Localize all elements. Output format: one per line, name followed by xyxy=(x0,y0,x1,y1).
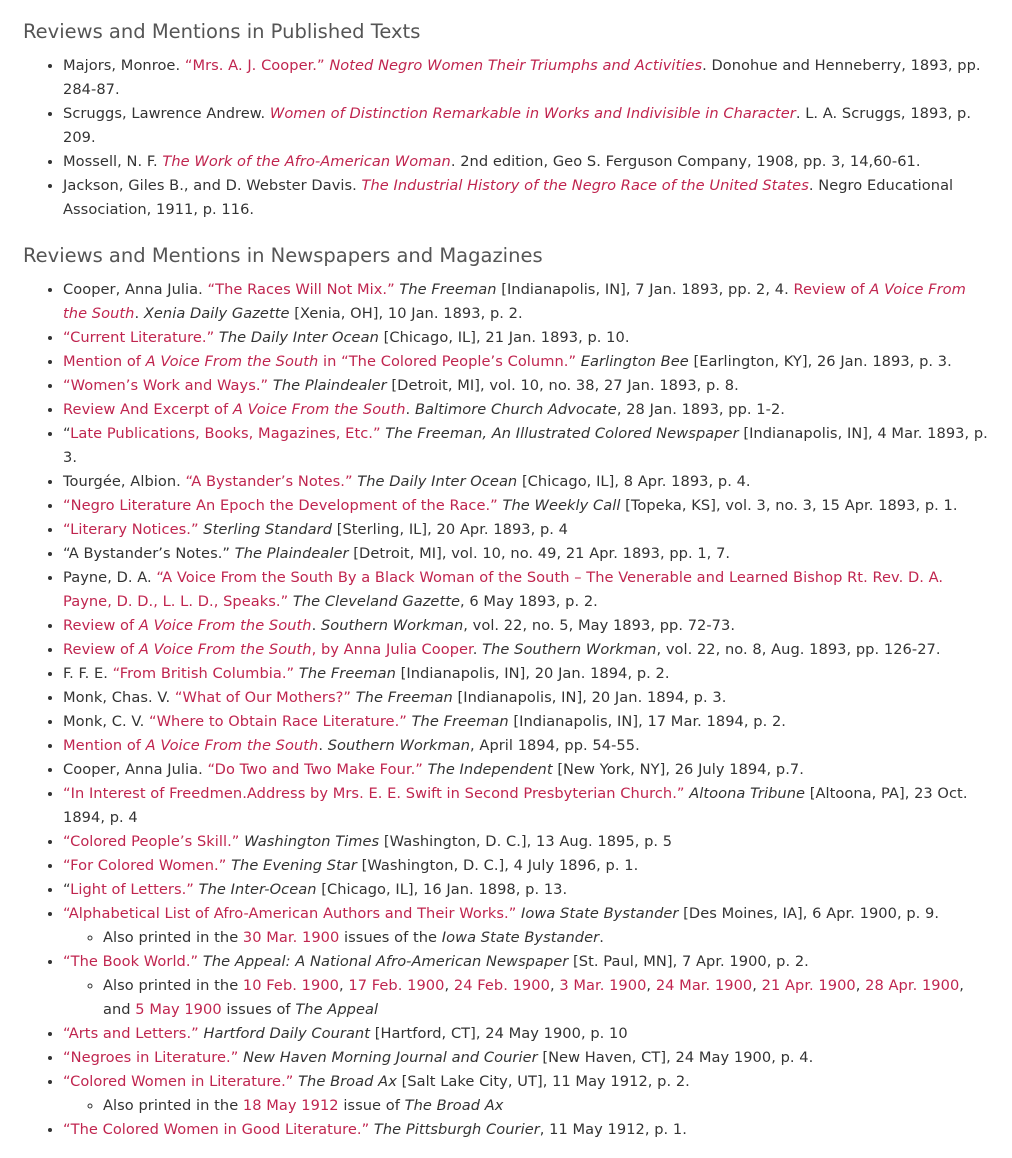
citation-link[interactable]: “Alphabetical List of Afro-American Authors and Their Works.” xyxy=(63,905,517,922)
review-link[interactable]: Review of A Voice From the South xyxy=(63,281,966,322)
list-item: • Majors, Monroe. “Mrs. A. J. Cooper.” Noted Negro Women Their Triumphs and Activities. Donohue and Henneberry, 1893, pp. 284-87. xyxy=(63,54,988,102)
citation-link[interactable]: “Colored People’s Skill.” xyxy=(63,833,240,850)
list-item: • “A Bystander’s Notes.” The Plaindealer [Detroit, MI], vol. 10, no. 49, 21 Apr. 1893, pp. 1, 7. xyxy=(63,542,988,566)
date-link[interactable]: 30 Mar. 1900 xyxy=(242,929,340,946)
date-link[interactable]: 18 May 1912 xyxy=(242,1097,339,1114)
list-item: • Cooper, Anna Julia. “The Races Will Not Mix.” The Freeman [Indianapolis, IN], 7 Jan. 1893, pp. 2, 4. Review of A Voice From the South. Xenia Daily Gazette [Xenia, OH], 10 Jan. 1893, p. 2. xyxy=(63,278,988,326)
list-item: • Review of A Voice From the South, by Anna Julia Cooper. The Southern Workman, vol. 22, no. 8, Aug. 1893, pp. 126-27. xyxy=(63,638,988,662)
list-item: • “The Colored Women in Good Literature.” The Pittsburgh Courier, 11 May 1912, p. 1. xyxy=(63,1118,988,1142)
list-item: • “Women’s Work and Ways.” The Plaindealer [Detroit, MI], vol. 10, no. 38, 27 Jan. 1893, p. 8. xyxy=(63,374,988,398)
citation-link[interactable]: Women of Distinction Remarkable in Works and Indivisible in Character xyxy=(269,105,796,122)
citation-link[interactable]: “Women’s Work and Ways.” xyxy=(63,377,269,394)
list-item: • “In Interest of Freedmen.Address by Mrs. E. E. Swift in Second Presbyterian Church.” Altoona Tribune [Altoona, PA], 23 Oct. 1894, p. 4 xyxy=(63,782,988,830)
citation-link[interactable]: “The Book World.” xyxy=(63,953,199,970)
list-item: • Review of A Voice From the South. Southern Workman, vol. 22, no. 5, May 1893, pp. 72-73. xyxy=(63,614,988,638)
sub-list-item: ◦ Also printed in the 10 Feb. 1900, 17 Feb. 1900, 24 Feb. 1900, 3 Mar. 1900, 24 Mar. 1900, 21 Apr. 1900, 28 Apr. 1900, and 5 May 1900 issues of The Appeal xyxy=(103,974,988,1022)
citation-link[interactable]: Review of A Voice From the South, by Anna Julia Cooper xyxy=(63,641,473,658)
list-item: • “The Book World.” The Appeal: A National Afro-American Newspaper [St. Paul, MN], 7 Apr. 1900, p. 2. ◦ Also printed in the 10 Feb. 1900, 17 Feb. 1900, 24 Feb. 1900, 3 Mar. 1900, 24 Mar. 1900, 21 Apr. 1900, 28 Apr. 1900, and 5 May 1900 issues of The Appeal xyxy=(63,950,988,1022)
list-item: • “Late Publications, Books, Magazines, Etc.” The Freeman, An Illustrated Colored Newspaper [Indianapolis, IN], 4 Mar. 1893, p. 3. xyxy=(63,422,988,470)
sub-list xyxy=(63,974,988,1022)
citation-link[interactable]: The Industrial History of the Negro Race of the United States xyxy=(361,177,809,194)
list-item: • Jackson, Giles B., and D. Webster Davis. The Industrial History of the Negro Race of the United States. Negro Educational Association, 1911, p. 116. xyxy=(63,174,988,222)
list-item: • Cooper, Anna Julia. “Do Two and Two Make Four.” The Independent [New York, NY], 26 July 1894, p.7. xyxy=(63,758,988,782)
list-item: • Tourgée, Albion. “A Bystander’s Notes.” The Daily Inter Ocean [Chicago, IL], 8 Apr. 1893, p. 4. xyxy=(63,470,988,494)
citation-link[interactable]: “Literary Notices.” xyxy=(63,521,199,538)
list-item: • “Arts and Letters.” Hartford Daily Courant [Hartford, CT], 24 May 1900, p. 10 xyxy=(63,1022,988,1046)
list-item: • “For Colored Women.” The Evening Star [Washington, D. C.], 4 July 1896, p. 1. xyxy=(63,854,988,878)
citation-link[interactable]: “In Interest of Freedmen.Address by Mrs. E. E. Swift in Second Presbyterian Church.” xyxy=(63,785,685,802)
citation-link[interactable]: “Current Literature.” xyxy=(63,329,215,346)
sub-list xyxy=(63,926,988,950)
list-item: • “Colored Women in Literature.” The Broad Ax [Salt Lake City, UT], 11 May 1912, p. 2. ◦ Also printed in the 18 May 1912 issue of The Broad Ax xyxy=(63,1070,988,1118)
list-item: • “Negro Literature An Epoch the Development of the Race.” The Weekly Call [Topeka, KS], vol. 3, no. 3, 15 Apr. 1893, p. 1. xyxy=(63,494,988,518)
date-link[interactable]: 3 Mar. 1900 xyxy=(559,977,647,994)
list-item: • F. F. E. “From British Columbia.” The Freeman [Indianapolis, IN], 20 Jan. 1894, p. 2. xyxy=(63,662,988,686)
citation-link[interactable]: “Mrs. A. J. Cooper.” Noted Negro Women Their Triumphs and Activities xyxy=(184,57,703,74)
list-item: • Review And Excerpt of A Voice From the South. Baltimore Church Advocate, 28 Jan. 1893, pp. 1-2. xyxy=(63,398,988,422)
citation-link[interactable]: “Negroes in Literature.” xyxy=(63,1049,239,1066)
citation-link[interactable]: “The Races Will Not Mix.” xyxy=(207,281,395,298)
list-item: • “Current Literature.” The Daily Inter Ocean [Chicago, IL], 21 Jan. 1893, p. 10. xyxy=(63,326,988,350)
date-link[interactable]: 21 Apr. 1900 xyxy=(761,977,856,994)
published-list xyxy=(23,54,988,222)
date-link[interactable]: 10 Feb. 1900 xyxy=(242,977,339,994)
citation-link[interactable]: “A Voice From the South By a Black Woman of the South – The Venerable and Learned Bishop Rt. Rev. D. A. Payne, D. D., L. L. D., Speaks.” xyxy=(63,569,944,610)
section-heading-published: Reviews and Mentions in Published Texts xyxy=(23,20,421,43)
date-link[interactable]: 24 Feb. 1900 xyxy=(453,977,550,994)
list-item: • Scruggs, Lawrence Andrew. Women of Distinction Remarkable in Works and Indivisible in Character. L. A. Scruggs, 1893, p. 209. xyxy=(63,102,988,150)
citation-link[interactable]: “Negro Literature An Epoch the Development of the Race.” xyxy=(63,497,498,514)
citation-link[interactable]: “The Colored Women in Good Literature.” xyxy=(63,1121,370,1138)
citation-link[interactable]: “Where to Obtain Race Literature.” xyxy=(148,713,407,730)
citation-link[interactable]: “A Bystander’s Notes.” xyxy=(185,473,353,490)
citation-link[interactable]: Late Publications, Books, Magazines, Etc.” xyxy=(70,425,381,442)
sub-list-item: ◦ Also printed in the 18 May 1912 issue of The Broad Ax xyxy=(103,1094,988,1118)
citation-link[interactable]: Review of A Voice From the South xyxy=(63,617,312,634)
sub-list xyxy=(63,1094,988,1118)
date-link[interactable]: 17 Feb. 1900 xyxy=(348,977,445,994)
list-item: • “Negroes in Literature.” New Haven Morning Journal and Courier [New Haven, CT], 24 May 1900, p. 4. xyxy=(63,1046,988,1070)
newspapers-list xyxy=(23,278,988,1142)
section-heading-newspapers: Reviews and Mentions in Newspapers and Magazines xyxy=(23,244,543,267)
list-item: • Mention of A Voice From the South in “The Colored People’s Column.” Earlington Bee [Earlington, KY], 26 Jan. 1893, p. 3. xyxy=(63,350,988,374)
citation-link[interactable]: “Do Two and Two Make Four.” xyxy=(207,761,423,778)
list-item: • Mossell, N. F. The Work of the Afro-American Woman. 2nd edition, Geo S. Ferguson Company, 1908, pp. 3, 14,60-61. xyxy=(63,150,988,174)
citation-link[interactable]: Review And Excerpt of A Voice From the South xyxy=(63,401,406,418)
list-item: • Mention of A Voice From the South. Southern Workman, April 1894, pp. 54-55. xyxy=(63,734,988,758)
citation-link[interactable]: “Colored Women in Literature.” xyxy=(63,1073,294,1090)
list-item: • “Literary Notices.” Sterling Standard [Sterling, IL], 20 Apr. 1893, p. 4 xyxy=(63,518,988,542)
list-item: • “Colored People’s Skill.” Washington Times [Washington, D. C.], 13 Aug. 1895, p. 5 xyxy=(63,830,988,854)
list-item: • “Light of Letters.” The Inter-Ocean [Chicago, IL], 16 Jan. 1898, p. 13. xyxy=(63,878,988,902)
date-link[interactable]: 24 Mar. 1900 xyxy=(655,977,753,994)
citation-link[interactable]: Light of Letters.” xyxy=(70,881,194,898)
list-item: • Monk, C. V. “Where to Obtain Race Literature.” The Freeman [Indianapolis, IN], 17 Mar. 1894, p. 2. xyxy=(63,710,988,734)
list-item: • “Alphabetical List of Afro-American Authors and Their Works.” Iowa State Bystander [Des Moines, IA], 6 Apr. 1900, p. 9. ◦ Also printed in the 30 Mar. 1900 issues of the Iowa State Bystander. xyxy=(63,902,988,950)
date-link[interactable]: 28 Apr. 1900 xyxy=(865,977,960,994)
citation-link[interactable]: “From British Columbia.” xyxy=(112,665,295,682)
citation-link[interactable]: Mention of A Voice From the South xyxy=(63,737,319,754)
citation-link[interactable]: Mention of A Voice From the South in “The Colored People’s Column.” xyxy=(63,353,577,370)
citation-link[interactable]: “Arts and Letters.” xyxy=(63,1025,199,1042)
citation-link[interactable]: “What of Our Mothers?” xyxy=(174,689,352,706)
sub-list-item: ◦ Also printed in the 30 Mar. 1900 issues of the Iowa State Bystander. xyxy=(103,926,988,950)
date-link[interactable]: 5 May 1900 xyxy=(135,1001,222,1018)
list-item: • Payne, D. A. “A Voice From the South By a Black Woman of the South – The Venerable and Learned Bishop Rt. Rev. D. A. Payne, D. D., L. L. D., Speaks.” The Cleveland Gazette, 6 May 1893, p. 2. xyxy=(63,566,988,614)
citation-link[interactable]: The Work of the Afro-American Woman xyxy=(162,153,451,170)
citation-link[interactable]: “For Colored Women.” xyxy=(63,857,227,874)
list-item: • Monk, Chas. V. “What of Our Mothers?” The Freeman [Indianapolis, IN], 20 Jan. 1894, p. 3. xyxy=(63,686,988,710)
